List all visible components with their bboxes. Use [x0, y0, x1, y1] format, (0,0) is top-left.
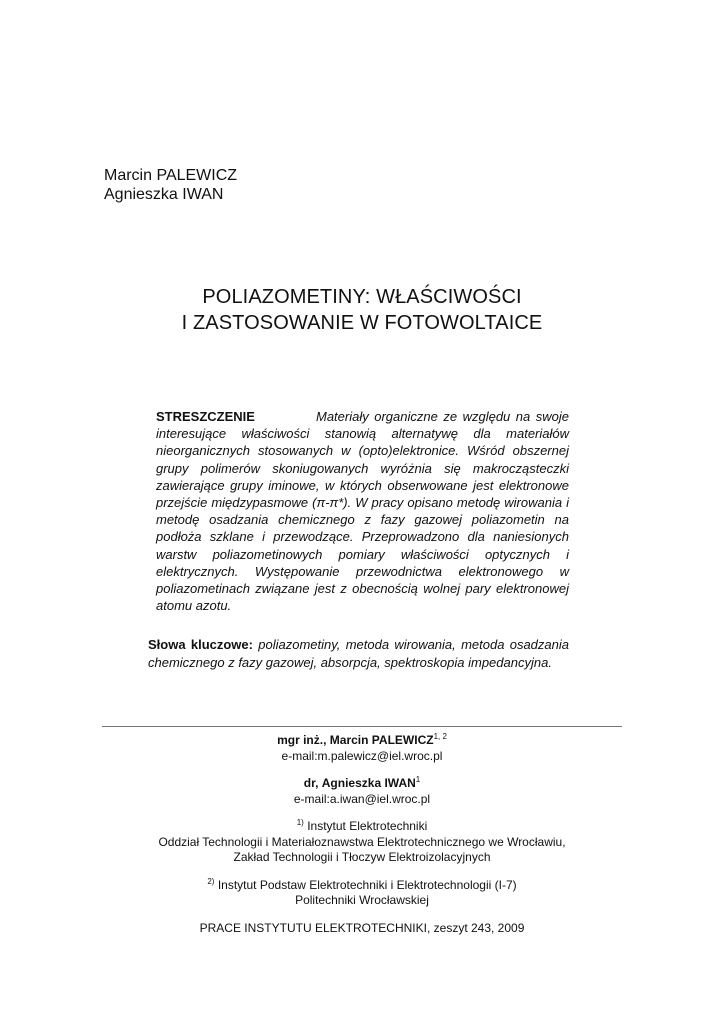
author-info-2	[0, 776, 724, 807]
footer-divider	[102, 726, 622, 727]
journal-series: PRACE INSTYTUTU ELEKTROTECHNIKI, zeszyt 243, 2009	[199, 920, 525, 935]
affiliation-line: Instytut Elektrotechniki	[307, 819, 428, 833]
author-title: mgr inż.,	[277, 733, 327, 747]
author-email: e-mail:m.palewicz@iel.wroc.pl	[281, 748, 443, 763]
affiliation-1	[0, 819, 724, 866]
affiliation-marker: 2)	[207, 876, 215, 886]
author-fullname: Marcin PALEWICZ	[329, 733, 434, 747]
author-title: dr,	[303, 776, 319, 790]
affiliation-marker: 1)	[296, 818, 304, 827]
author-name: Agnieszka IWAN	[104, 186, 224, 203]
footer	[0, 733, 724, 936]
paper-title	[0, 284, 724, 336]
abstract-label: STRESZCZENIE	[156, 409, 255, 424]
affiliation-line: Oddział Technologii i Materiałoznawstwa Elektrotechnicznego we Wrocławiu,	[158, 834, 566, 849]
abstract	[156, 408, 569, 614]
affiliation-line: Zakład Technologii i Tłoczyw Elektroizolacyjnych	[233, 850, 491, 864]
author-list	[104, 166, 237, 204]
author-name: Marcin PALEWICZ	[104, 167, 238, 184]
author-affiliation-ref: 1	[415, 775, 421, 784]
keywords-label: Słowa kluczowe:	[148, 637, 253, 652]
affiliation-line: Instytut Podstaw Elektrotechniki i Elektrotechnologii (I-7)	[217, 877, 517, 892]
author-info-1	[0, 733, 724, 764]
affiliation-line: Politechniki Wrocławskiej	[295, 893, 429, 907]
keywords	[148, 636, 569, 672]
affiliation-2	[0, 878, 724, 909]
title-line: I ZASTOSOWANIE W FOTOWOLTAICE	[181, 312, 543, 334]
author-affiliation-ref: 1, 2	[433, 732, 447, 741]
author-fullname: Agnieszka IWAN	[321, 776, 416, 790]
abstract-text: Materiały organiczne ze względu na swoje interesujące właściwości stanowią alternatywę dla materiałów nieorganicznych stosowanych w (opto)elektronice. Wśród obszernej grupy polimerów skoniugowanych wyróżnia się makrocząsteczki zawierające grupy iminowe, w których obserwowane jest elektronowe przejście międzypasmowe (π-π*). W pracy opisano metodę wirowania i metodę osadzania chemicznego z fazy gazowej poliazometin na podłoża szklane i przewodzące. Przeprowadzono dla naniesionych warstw poliazometinowych pomiary właściwości optycznych i elektrycznych. Występowanie przewodnictwa elektronowego w poliazometinach związane jest z obecnością wolnej pary elektronowej atomu azotu.	[156, 409, 569, 614]
author-email: e-mail:a.iwan@iel.wroc.pl	[293, 791, 431, 806]
title-line: POLIAZOMETINY: WŁAŚCIWOŚCI	[202, 286, 522, 308]
keywords-text: poliazometiny, metoda wirowania, metoda osadzania chemicznego z fazy gazowej, absorpcja, spektroskopia impedancyjna.	[148, 637, 569, 670]
